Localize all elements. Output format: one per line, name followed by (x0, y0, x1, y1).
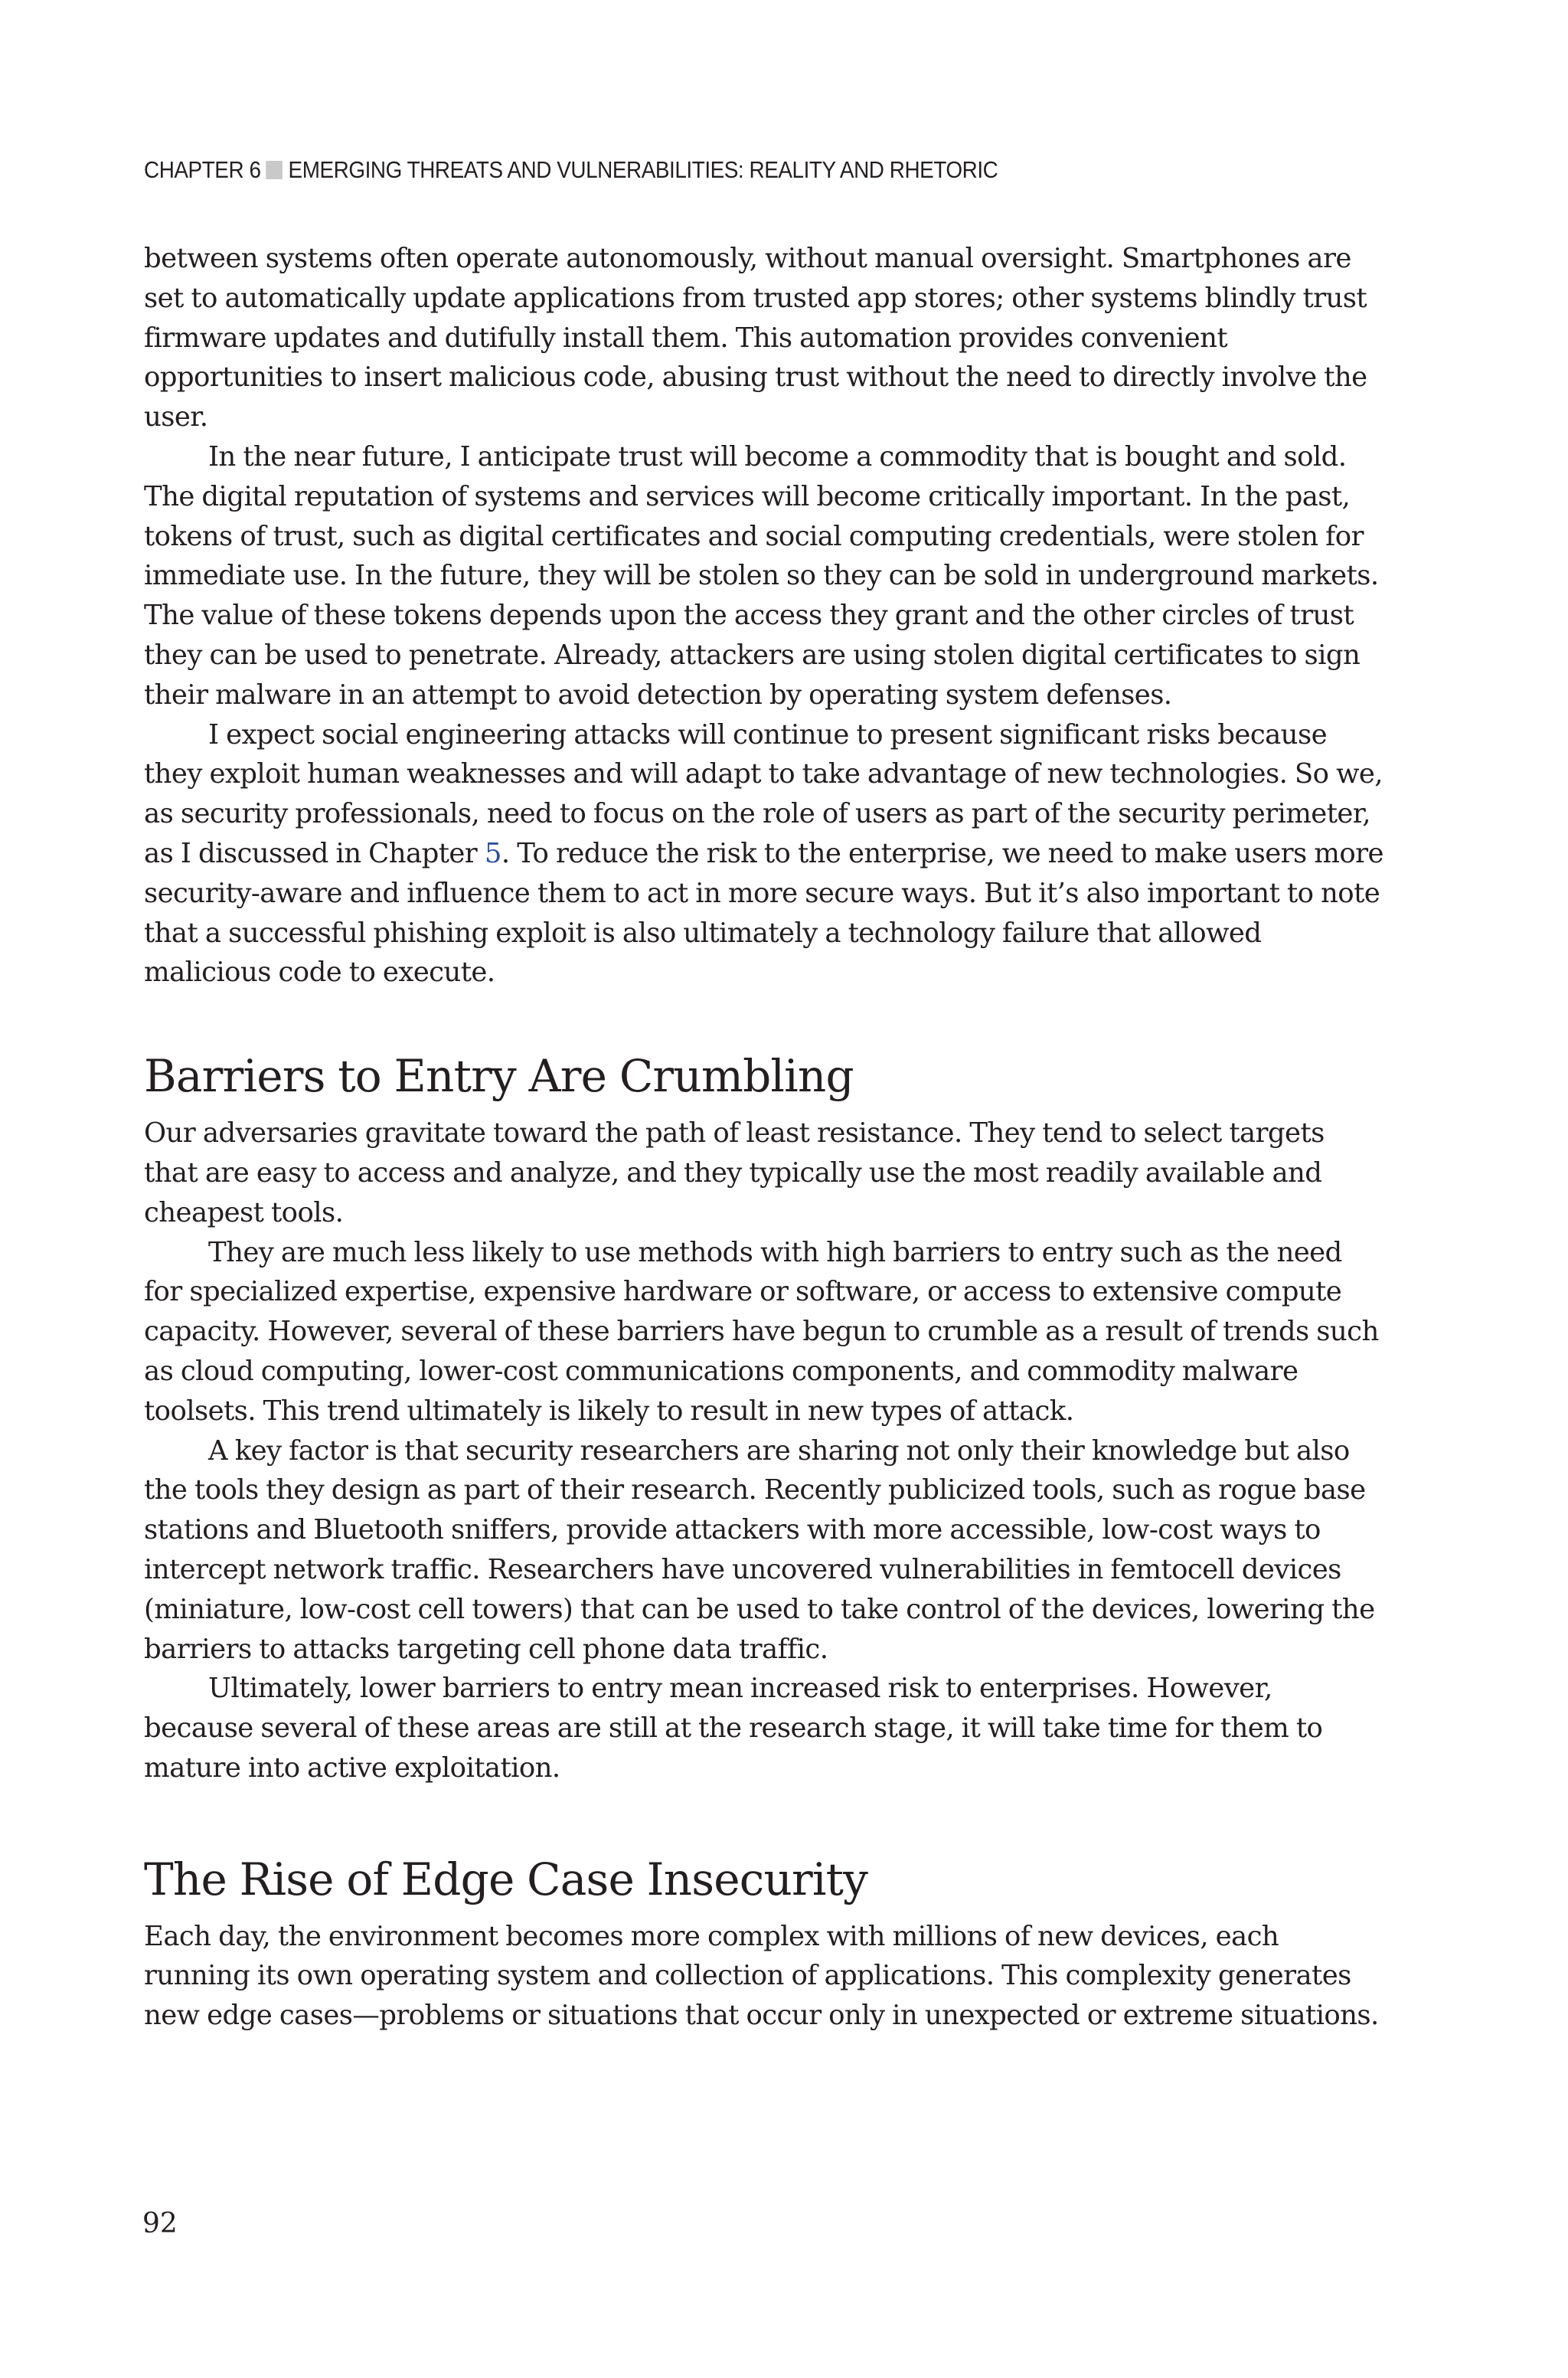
page-body (144, 239, 1384, 2036)
section-heading-barriers: Barriers to Entry Are Crumbling (144, 1050, 854, 1103)
paragraph-text: . To reduce the risk to the enterprise, we need to make users more security-aware and influence them to act in more secure ways. But it’s also important to note that a successful phishing exploit is also ultimately a technology failure that allowed malicious code to execute. (144, 837, 1383, 989)
paragraph (144, 715, 1384, 993)
paragraph: Ultimately, lower barriers to entry mean increased risk to enterprises. However, because several of these areas are still at the research stage, it will take time for them to mature into active exploitation. (144, 1673, 1323, 1784)
chapter-5-link[interactable]: 5 (484, 837, 501, 869)
paragraph: Our adversaries gravitate toward the path of least resistance. They tend to select targets that are easy to access and analyze, and they typically use the most readily available and cheapest tools. (144, 1117, 1325, 1228)
separator-square-icon (266, 161, 283, 179)
running-head (144, 156, 998, 184)
paragraph: They are much less likely to use methods with high barriers to entry such as the need for specialized expertise, expensive hardware or software, or access to extensive compute capacity. However, several of these barriers have begun to crumble as a result of trends such as cloud computing, lower-cost communications components, and commodity malware toolsets. This trend ultimately is likely to result in new types of attack. (144, 1236, 1379, 1427)
paragraph-text: I expect social engineering attacks will continue to present significant risks because they exploit human weaknesses and will adapt to take advantage of new technologies. So we, as security professionals, need to focus on the role of users as part of the security perimeter, as I discussed in Chapter (144, 718, 1383, 869)
paragraph: Each day, the environment becomes more complex with millions of new devices, each running its own operating system and collection of applications. This complexity generates new edge cases—problems or situations that occur only in unexpected or extreme situations. (144, 1920, 1379, 2032)
chapter-label: CHAPTER 6 (144, 156, 261, 183)
paragraph: A key factor is that security researchers are sharing not only their knowledge but also the tools they design as part of their research. Recently publicized tools, such as rogue base stations and Bluetooth sniffers, provide attackers with more accessible, low-cost ways to intercept network traffic. Researchers have uncovered vulnerabilities in femtocell devices (miniature, low-cost cell towers) that can be used to take control of the devices, lowering the barriers to attacks targeting cell phone data traffic. (144, 1434, 1375, 1665)
page-number: 92 (142, 2208, 178, 2239)
chapter-title: EMERGING THREATS AND VULNERABILITIES: REALITY AND RHETORIC (288, 156, 998, 183)
section-heading-edge-case: The Rise of Edge Case Insecurity (144, 1853, 868, 1905)
paragraph: between systems often operate autonomously, without manual oversight. Smartphones are set to automatically update applications from trusted app stores; other systems blindly trust firmware updates and dutifully install them. This automation provides convenient opportunities to insert malicious code, abusing trust without the need to directly involve the user. (144, 243, 1367, 433)
paragraph: In the near future, I anticipate trust will become a commodity that is bought and sold. The digital reputation of systems and services will become critically important. In the past, tokens of trust, such as digital certificates and social computing credentials, were stolen for immediate use. In the future, they will be stolen so they can be sold in underground markets. The value of these tokens depends upon the access they grant and the other circles of trust they can be used to penetrate. Already, attackers are using stolen digital certificates to sign their malware in an attempt to avoid detection by operating system defenses. (144, 440, 1379, 711)
